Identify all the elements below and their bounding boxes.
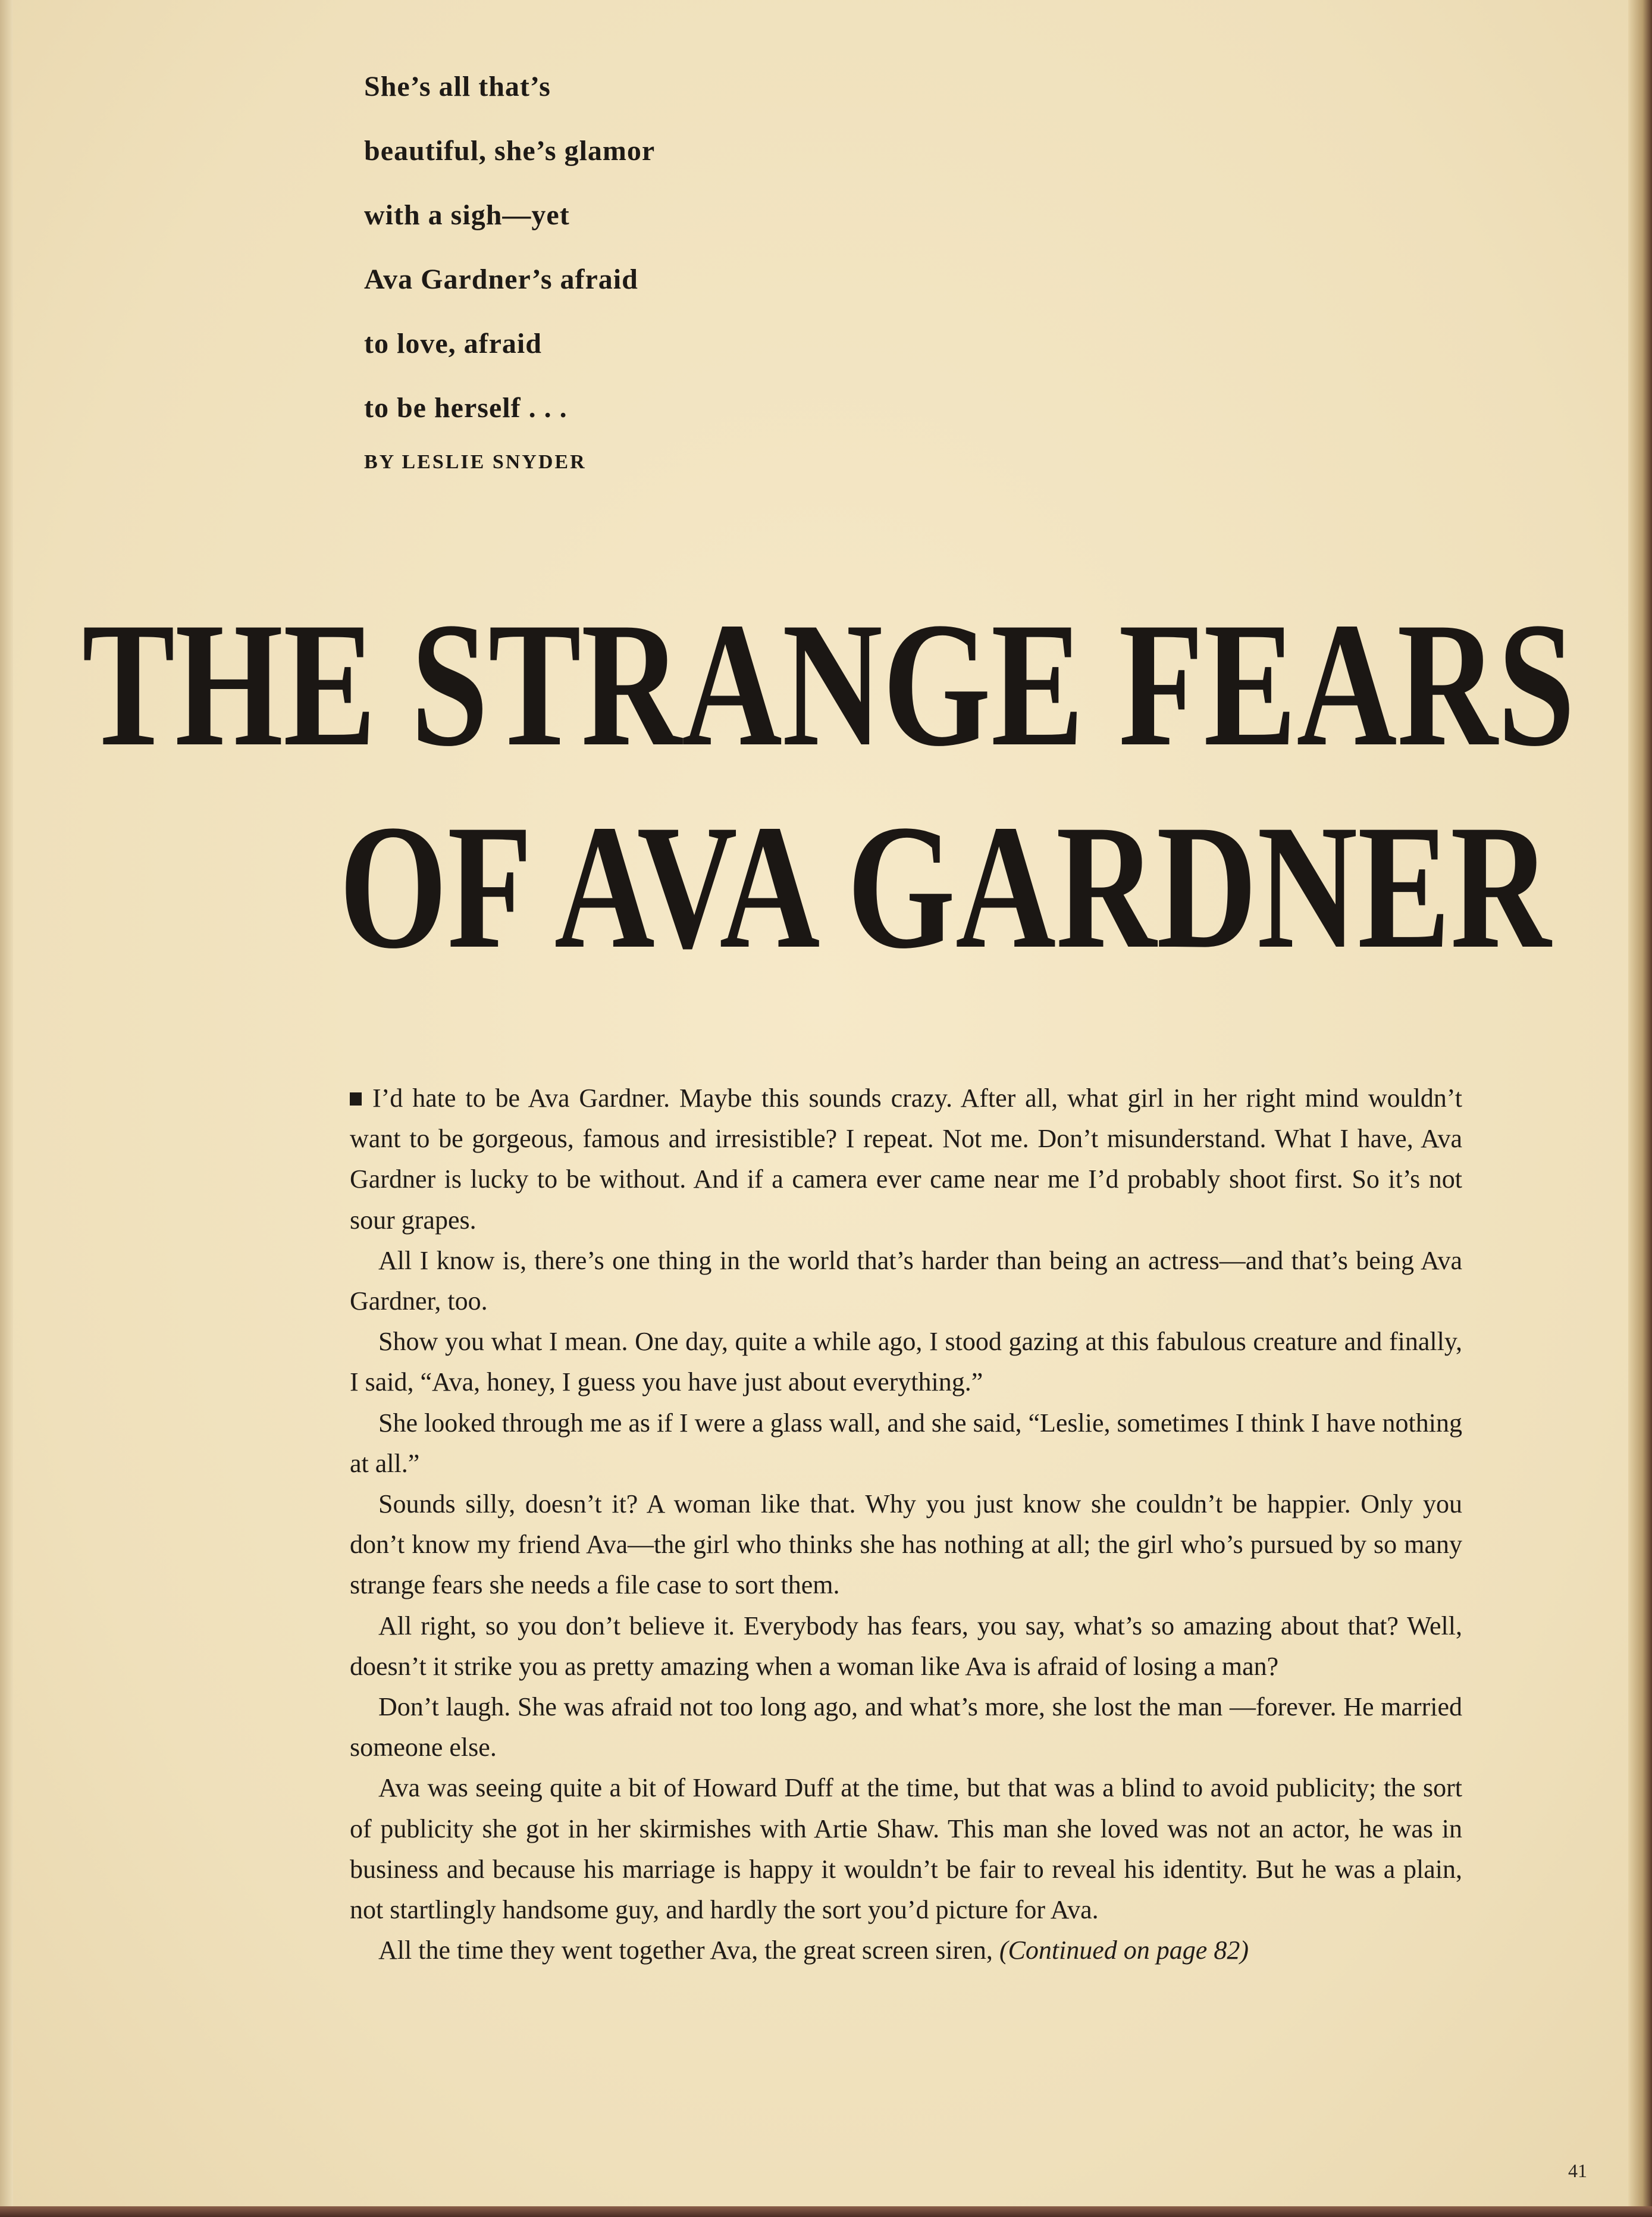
- headline-line-2: OF AVA GARDNER: [339, 788, 1551, 985]
- body-paragraph: Sounds silly, doesn’t it? A woman like that. Why you just know she couldn’t be happier. Only you don’t know my friend Ava—the girl who thinks she has nothing at all; the girl who’s pursued by so many strange fears she needs a file case to sort them.: [350, 1489, 1462, 1600]
- body-paragraph: Show you what I mean. One day, quite a while ago, I stood gazing at this fabulous creature and finally, I said, “Ava, honey, I guess you have just about everything.”: [350, 1327, 1462, 1397]
- page-right-edge: [1628, 0, 1652, 2217]
- deck-line: Ava Gardner’s afraid: [364, 264, 638, 295]
- deck-line: to be herself . . .: [364, 392, 568, 424]
- page-number: 41: [1568, 2160, 1587, 2181]
- page-bottom-edge: [0, 2206, 1652, 2217]
- body-paragraph: All I know is, there’s one thing in the world that’s harder than being an actress—and that’s being Ava Gardner, too.: [350, 1245, 1462, 1316]
- body-paragraph: Ava was seeing quite a bit of Howard Duff at the time, but that was a blind to avoid publicity; the sort of publicity she got in her skirmishes with Artie Shaw. This man she loved was not an actor, he was in business and because his marriage is happy it wouldn’t be fair to reveal his identity. But he was a plain, not startlingly handsome guy, and hardly the sort you’d picture for Ava.: [350, 1773, 1462, 1925]
- body-paragraph: [350, 1078, 1462, 1241]
- deck-line: to love, afraid: [364, 328, 542, 359]
- byline: BY LESLIE SNYDER: [364, 451, 587, 473]
- body-paragraph: All right, so you don’t believe it. Everybody has fears, you say, what’s so amazing about that? Well, doesn’t it strike you as pretty amazing when a woman like Ava is afraid of losing a man?: [350, 1611, 1462, 1681]
- page-left-edge: [0, 0, 13, 2217]
- body-paragraph-text: I’d hate to be Ava Gardner. Maybe this sounds crazy. After all, what girl in her right mind wouldn’t want to be gorgeous, famous and irresistible? I repeat. Not me. Don’t misunderstand. What I have, Ava Gardner is lucky to be without. And if a camera ever came near me I’d probably shoot first. So it’s not sour grapes.: [350, 1084, 1462, 1235]
- body-paragraph-text: All the time they went together Ava, the great screen siren,: [378, 1936, 993, 1965]
- body-paragraph: She looked through me as if I were a glass wall, and she said, “Leslie, sometimes I think I have nothing at all.”: [350, 1408, 1462, 1478]
- body-paragraph: [350, 1930, 1462, 1971]
- headline-line-1: THE STRANGE FEARS: [82, 585, 1575, 783]
- body-paragraph: Don’t laugh. She was afraid not too long ago, and what’s more, she lost the man —forever. He married someone else.: [350, 1692, 1462, 1762]
- deck-line: beautiful, she’s glamor: [364, 135, 656, 167]
- bullet-square-icon: [350, 1092, 362, 1106]
- continued-note: (Continued on page 82): [999, 1936, 1249, 1965]
- deck-line: with a sigh—yet: [364, 199, 570, 231]
- article-deck: [364, 55, 792, 474]
- article-body: [350, 1078, 1462, 1971]
- deck-line: She’s all that’s: [364, 71, 551, 102]
